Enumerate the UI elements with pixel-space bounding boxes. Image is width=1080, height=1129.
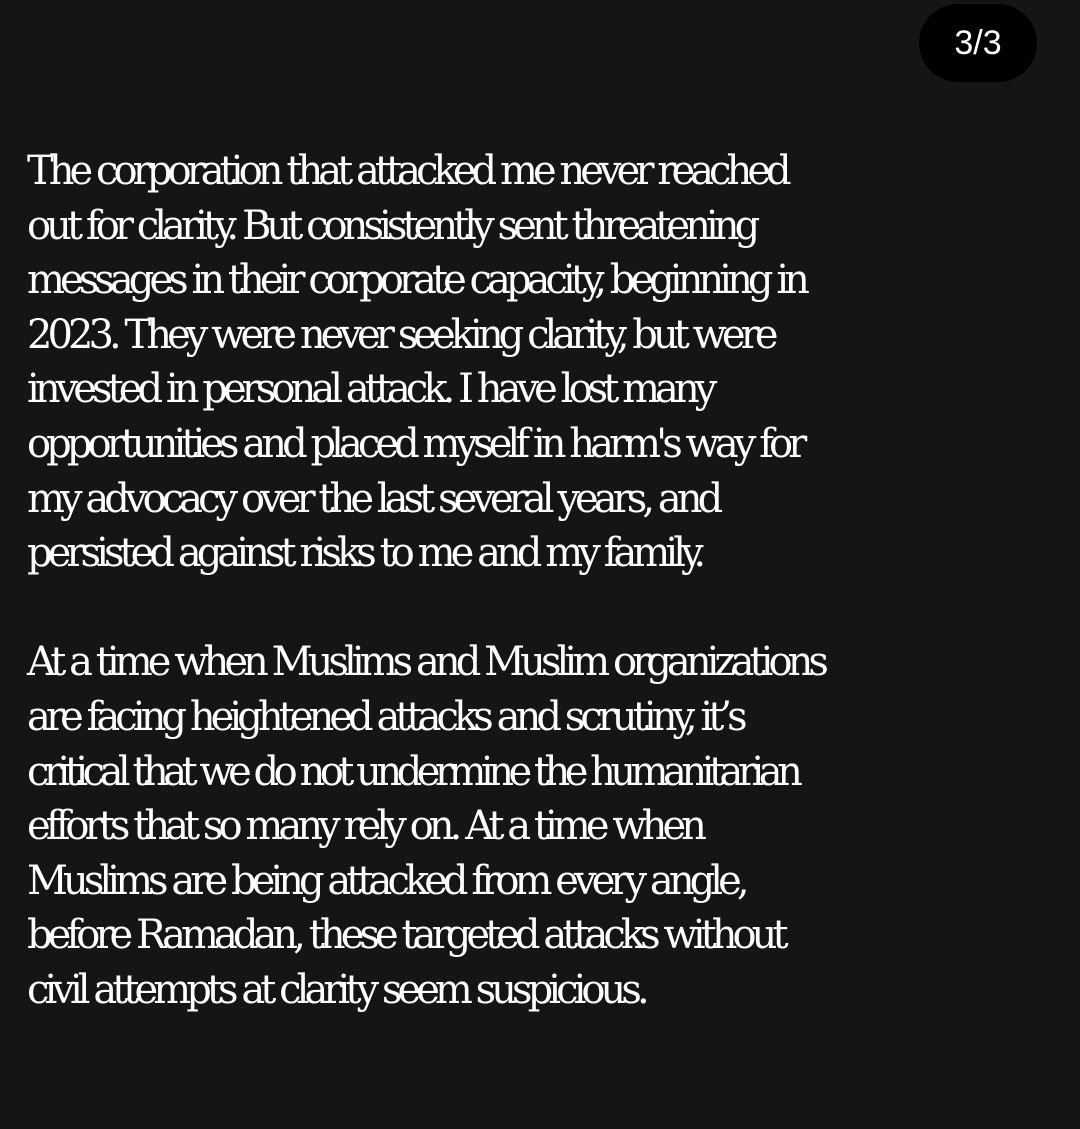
text-line: out for clarity. But consistently sent threatening bbox=[27, 202, 756, 249]
text-line: opportunities and placed myself in harm's way for bbox=[27, 420, 803, 467]
text-line: civil attempts at clarity seem suspicious. bbox=[27, 966, 645, 1013]
text-line: my advocacy over the last several years, and bbox=[27, 475, 719, 522]
paragraph-2 bbox=[27, 635, 1077, 1017]
text-line: efforts that so many rely on. At a time when bbox=[27, 803, 702, 850]
text-line: persisted against risks to me and my family. bbox=[27, 530, 702, 577]
text-line: At a time when Muslims and Muslim organizations bbox=[27, 639, 824, 686]
post-text bbox=[27, 144, 1077, 1018]
page-counter-badge: 3/3 bbox=[919, 4, 1037, 82]
text-line: messages in their corporate capacity, beginning in bbox=[27, 257, 805, 304]
text-line: Muslims are being attacked from every angle, bbox=[27, 857, 745, 904]
text-line: before Ramadan, these targeted attacks without bbox=[27, 912, 784, 959]
text-line: invested in personal attack. I have lost many bbox=[27, 366, 713, 413]
text-line: The corporation that attacked me never reached bbox=[27, 148, 787, 194]
paragraph-1 bbox=[27, 144, 1077, 581]
text-line: 2023. They were never seeking clarity, but were bbox=[27, 311, 774, 358]
text-line: are facing heightened attacks and scrutiny, it’s bbox=[27, 693, 743, 740]
text-line: critical that we do not undermine the humanitarian bbox=[27, 748, 798, 795]
